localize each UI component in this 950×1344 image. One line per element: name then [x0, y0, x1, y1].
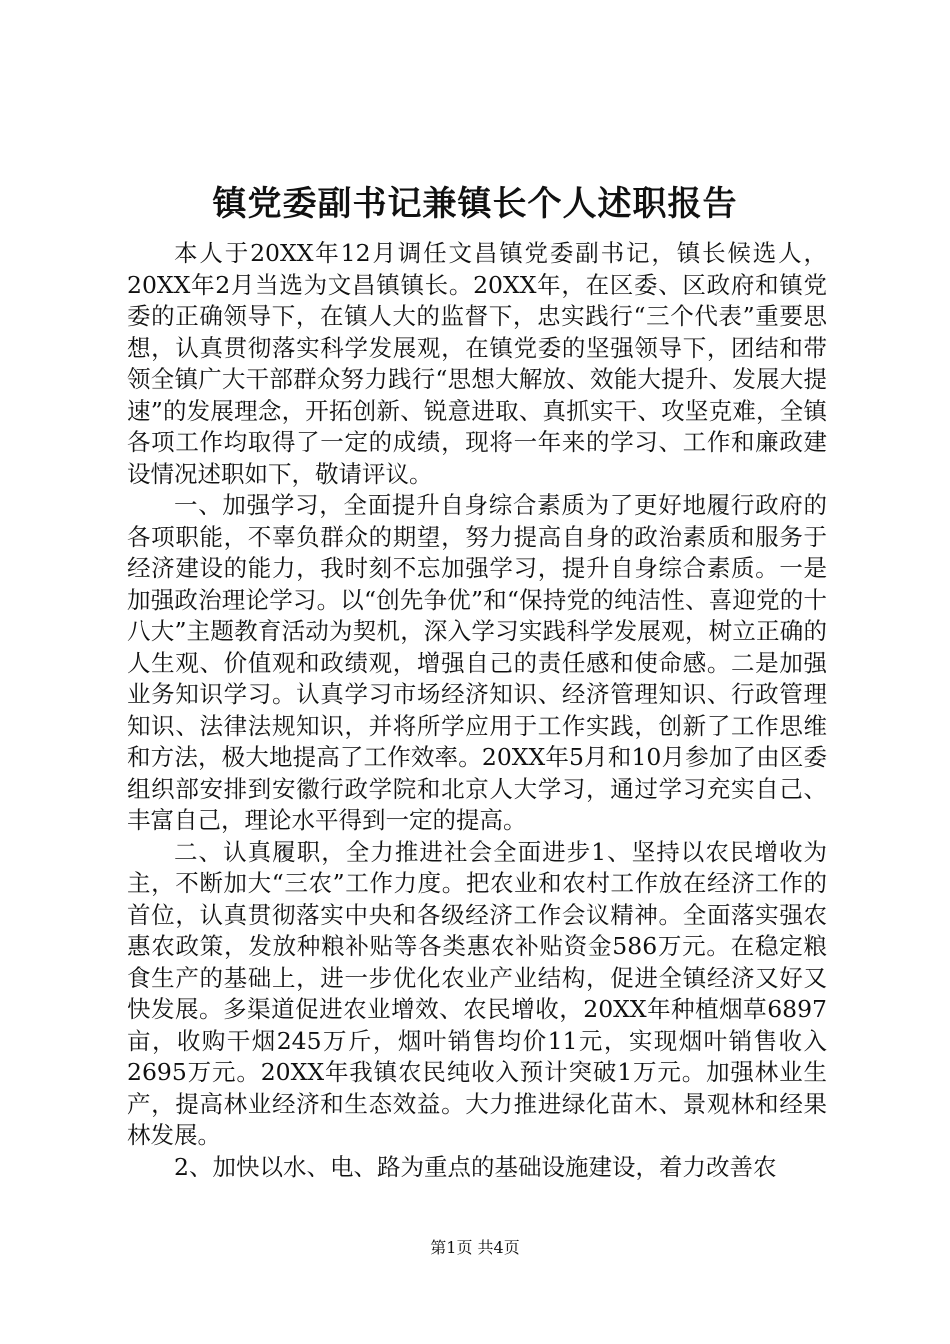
document-body [127, 238, 827, 1183]
paragraph-section-2: 二、认真履职，全力推进社会全面进步1、坚持以农民增收为主，不断加大“三农”工作力度。把农业和农村工作放在经济工作的首位，认真贯彻落实中央和各级经济工作会议精神。全面落实强农惠农政策，发放种粮补贴等各类惠农补贴资金586万元。在稳定粮食生产的基础上，进一步优化农业产业结构，促进全镇经济又好又快发展。多渠道促进农业增效、农民增收，20XX年种植烟草6897亩，收购干烟245万斤，烟叶销售均价11元，实现烟叶销售收入2695万元。20XX年我镇农民纯收入预计突破1万元。加强林业生产，提高林业经济和生态效益。大力推进绿化苗木、景观林和经果林发展。 [127, 837, 827, 1149]
document-title: 镇党委副书记兼镇长个人述职报告 [212, 184, 738, 224]
paragraph-section-1: 一、加强学习，全面提升自身综合素质为了更好地履行政府的各项职能，不辜负群众的期望，努力提高自身的政治素质和服务于经济建设的能力，我时刻不忘加强学习，提升自身综合素质。一是加强政治理论学习。以“创先争优”和“保持党的纯洁性、喜迎党的十八大”主题教育活动为契机，深入学习实践科学发展观，树立正确的人生观、价值观和政绩观，增强自己的责任感和使命感。二是加强业务知识学习。认真学习市场经济知识、经济管理知识、行政管理知识、法律法规知识，并将所学应用于工作实践，创新了工作思维和方法，极大地提高了工作效率。20XX年5月和10月参加了由区委组织部安排到安徽行政学院和北京人大学习，通过学习充实自己、丰富自己，理论水平得到一定的提高。 [127, 491, 827, 834]
paragraph-intro: 本人于20XX年12月调任文昌镇党委副书记，镇长候选人，20XX年2月当选为文昌镇镇长。20XX年，在区委、区政府和镇党委的正确领导下，在镇人大的监督下，忠实践行“三个代表”重要思想，认真贯彻落实科学发展观，在镇党委的坚强领导下，团结和带领全镇广大干部群众努力践行“思想大解放、效能大提升、发展大提速”的发展理念，开拓创新、锐意进取、真抓实干、攻坚克难，全镇各项工作均取得了一定的成绩，现将一年来的学习、工作和廉政建设情况述职如下，敬请评议。 [127, 239, 827, 488]
paragraph-section-2-item-2: 2、加快以水、电、路为重点的基础设施建设，着力改善农 [174, 1152, 777, 1181]
page-footer: 第1页 共4页 [430, 1238, 520, 1257]
